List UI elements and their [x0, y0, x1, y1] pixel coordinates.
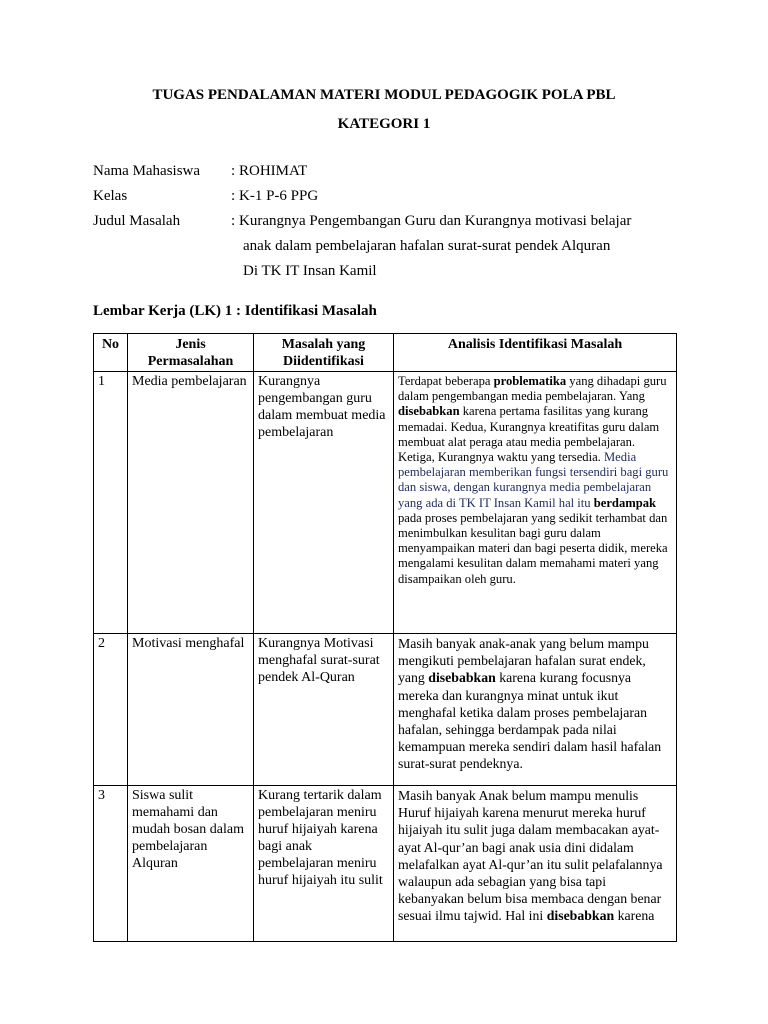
- row2-analisis-text-2: karena kurang focusnya mereka dan kurangnya minat untuk ikut menghafal ketika dalam proses pembelajaran hafalan, sehingga berdampak pada nilai kemampuan mereka sendiri dalam hasil hafalan surat-surat pendeknya.: [398, 670, 662, 772]
- table-row: [94, 786, 677, 942]
- table-header-row: [94, 334, 677, 372]
- row1-analisis-text-5: pada proses pembelajaran yang sedikit terhambat dan menimbulkan kesulitan bagi guru dalam menyampaikan materi dan bagi peserta didik, mereka mengalami kesulitan dalam memahami materi yang disampaikan oleh guru.: [398, 510, 668, 586]
- row1-analisis-bold-3: berdampak: [593, 495, 657, 510]
- row3-analisis-text-2: karena: [614, 908, 655, 924]
- row2-analisis: [394, 634, 677, 786]
- row3-analisis-bold-1: disebabkan: [546, 908, 615, 924]
- row3-jenis: Siswa sulit memahami dan mudah bosan dalam pembelajaran Alquran: [128, 786, 254, 942]
- header-jenis: Jenis Permasalahan: [128, 334, 254, 372]
- nama-label: Nama Mahasiswa: [93, 163, 201, 179]
- row1-jenis: Media pembelajaran: [128, 372, 254, 634]
- row3-masalah: Kurang tertarik dalam pembelajaran meniru huruf hijaiyah karena bagi anak pembelajaran meniru huruf hijaiyah itu sulit: [254, 786, 394, 942]
- row2-analisis-bold-1: disebabkan: [428, 670, 496, 686]
- document-subtitle: KATEGORI 1: [337, 116, 431, 132]
- document-title: TUGAS PENDALAMAN MATERI MODUL PEDAGOGIK POLA PBL: [152, 87, 616, 103]
- row1-analisis-bold-1: problematika: [493, 374, 567, 388]
- judul-separator: :: [231, 213, 236, 229]
- header-no: No: [94, 334, 128, 372]
- row2-jenis: Motivasi menghafal: [128, 634, 254, 786]
- row2-masalah: Kurangnya Motivasi menghafal surat-surat pendek Al-Quran: [254, 634, 394, 786]
- row1-no: 1: [94, 372, 128, 634]
- row3-analisis: [394, 786, 677, 942]
- row1-analisis-text-4: Media pembelajaran memberikan fungsi tersendiri bagi guru dan siswa, dengan kurangnya media pembelajaran yang ada di TK IT Insan Kamil hal itu: [398, 450, 669, 510]
- table-row: [94, 372, 677, 634]
- table-row: [94, 634, 677, 786]
- row1-analisis-text-3: karena pertama fasilitas yang kurang memadai. Kedua, Kurangnya kreatifitas guru dalam membuat alat peraga atau media pembelajaran. Ketiga, Kurangnya waktu yang tersedia.: [398, 404, 660, 465]
- kelas-label: Kelas: [93, 188, 128, 204]
- kelas-separator: :: [231, 188, 236, 204]
- row1-analisis-text-2: yang dihadapi guru dalam pengembangan media pembelajaran. Yang: [398, 374, 667, 404]
- judul-label: Judul Masalah: [93, 213, 181, 229]
- identification-table: [93, 333, 677, 942]
- judul-value-line2: anak dalam pembelajaran hafalan surat-surat pendek Alquran: [243, 238, 611, 254]
- row1-analisis: [394, 372, 677, 634]
- row3-no: 3: [94, 786, 128, 942]
- header-analisis: Analisis Identifikasi Masalah: [394, 334, 677, 372]
- kelas-value: K-1 P-6 PPG: [239, 188, 319, 204]
- worksheet-title: Lembar Kerja (LK) 1 : Identifikasi Masalah: [93, 303, 377, 319]
- judul-value-line3: Di TK IT Insan Kamil: [243, 263, 377, 279]
- row1-analisis-text-1: Terdapat beberapa: [398, 374, 494, 388]
- row1-masalah: Kurangnya pengembangan guru dalam membuat media pembelajaran: [254, 372, 394, 634]
- judul-value-line1: Kurangnya Pengembangan Guru dan Kurangnya motivasi belajar: [239, 213, 632, 229]
- header-masalah: Masalah yang Diidentifikasi: [254, 334, 394, 372]
- row2-analisis-text-1: Masih banyak anak-anak yang belum mampu mengikuti pembelajaran hafalan surat endek, yang: [398, 636, 649, 686]
- nama-value: ROHIMAT: [239, 163, 308, 179]
- nama-separator: :: [231, 163, 236, 179]
- row2-no: 2: [94, 634, 128, 786]
- row3-analisis-text-1: Masih banyak Anak belum mampu menulis Huruf hijaiyah karena menurut mereka huruf hijaiyah itu sulit juga dalam membacakan ayat-ayat Al-qur’an bagi anak usia dini didalam melafalkan ayat Al-qur’an itu sulit pelafalannya walaupun ada sebagian yang bisa tapi kebanyakan belum bisa membaca dengan benar sesuai ilmu tajwid. Hal ini: [398, 788, 663, 924]
- row1-analisis-bold-2: disebabkan: [398, 404, 460, 419]
